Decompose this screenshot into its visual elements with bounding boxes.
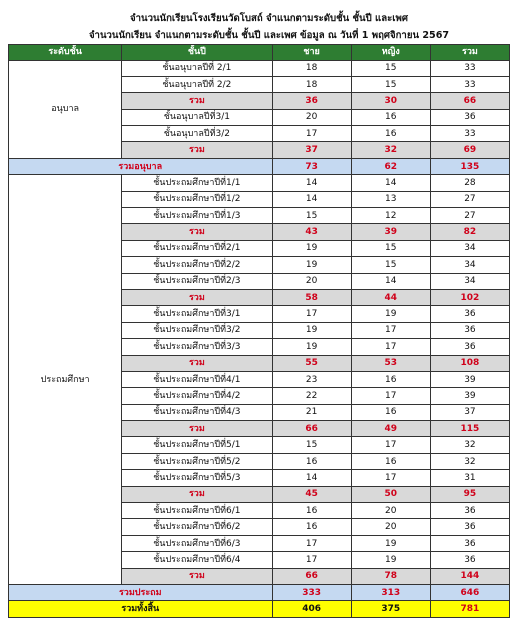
total-cell: 34 [430,257,509,273]
total-cell: 36 [430,552,509,568]
grade-cell: รวม [122,568,272,584]
grade-cell: ชั้นประถมศึกษาปีที่3/3 [122,339,272,355]
level-label-primary: ประถมศึกษา [9,175,122,585]
male-cell: 14 [272,191,351,207]
male-cell: 17 [272,306,351,322]
student-count-table [8,44,510,618]
female-cell: 16 [351,126,430,142]
section-total-female: 313 [351,585,430,601]
total-cell: 144 [430,568,509,584]
female-cell: 16 [351,109,430,125]
total-cell: 36 [430,519,509,535]
male-cell: 66 [272,421,351,437]
female-cell: 15 [351,240,430,256]
total-cell: 31 [430,470,509,486]
female-cell: 20 [351,519,430,535]
male-cell: 19 [272,339,351,355]
male-cell: 19 [272,240,351,256]
grade-cell: ชั้นประถมศึกษาปีที่1/3 [122,208,272,224]
total-cell: 34 [430,273,509,289]
total-cell: 66 [430,93,509,109]
total-cell: 32 [430,453,509,469]
male-cell: 37 [272,142,351,158]
male-cell: 15 [272,208,351,224]
grade-cell: ชั้นอนุบาลปีที่ 2/1 [122,60,272,76]
female-cell: 16 [351,453,430,469]
grade-cell: รวม [122,355,272,371]
total-cell: 69 [430,142,509,158]
male-cell: 18 [272,60,351,76]
male-cell: 14 [272,470,351,486]
male-cell: 16 [272,503,351,519]
male-cell: 66 [272,568,351,584]
total-cell: 33 [430,60,509,76]
grade-cell: ชั้นประถมศึกษาปีที่4/2 [122,388,272,404]
grade-cell: ชั้นประถมศึกษาปีที่6/4 [122,552,272,568]
female-cell: 17 [351,470,430,486]
total-cell: 28 [430,175,509,191]
male-cell: 36 [272,93,351,109]
male-cell: 19 [272,322,351,338]
level-label-kindergarten: อนุบาล [9,60,122,158]
grade-cell: ชั้นประถมศึกษาปีที่1/1 [122,175,272,191]
total-cell: 36 [430,503,509,519]
grade-cell: รวม [122,289,272,305]
male-cell: 20 [272,273,351,289]
female-cell: 32 [351,142,430,158]
grade-cell: ชั้นประถมศึกษาปีที่5/3 [122,470,272,486]
male-cell: 43 [272,224,351,240]
grade-cell: รวม [122,142,272,158]
female-cell: 13 [351,191,430,207]
header-male: ชาย [272,45,351,61]
title-line-1: จำนวนนักเรียนโรงเรียนวัดโบสถ์ จำแนกตามระดับชั้น ชั้นปี และเพศ [130,13,408,24]
total-cell: 82 [430,224,509,240]
header-total: รวม [430,45,509,61]
male-cell: 16 [272,453,351,469]
male-cell: 19 [272,257,351,273]
header-female: หญิง [351,45,430,61]
grade-cell: ชั้นประถมศึกษาปีที่5/1 [122,437,272,453]
grade-cell: ชั้นประถมศึกษาปีที่6/3 [122,535,272,551]
table-row [9,175,510,191]
male-cell: 23 [272,371,351,387]
male-cell: 17 [272,552,351,568]
grand-total-female: 375 [351,601,430,617]
grade-cell: รวม [122,93,272,109]
header-level: ระดับชั้น [9,45,122,61]
female-cell: 39 [351,224,430,240]
grand-total-male: 406 [272,601,351,617]
male-cell: 55 [272,355,351,371]
total-cell: 36 [430,322,509,338]
section-total-male: 73 [272,158,351,174]
male-cell: 45 [272,486,351,502]
male-cell: 20 [272,109,351,125]
total-cell: 95 [430,486,509,502]
total-cell: 108 [430,355,509,371]
table-row [9,60,510,76]
male-cell: 17 [272,535,351,551]
male-cell: 15 [272,437,351,453]
male-cell: 21 [272,404,351,420]
total-cell: 33 [430,126,509,142]
female-cell: 15 [351,257,430,273]
female-cell: 15 [351,60,430,76]
grade-cell: ชั้นประถมศึกษาปีที่4/1 [122,371,272,387]
grade-cell: รวม [122,224,272,240]
grade-cell: ชั้นประถมศึกษาปีที่3/2 [122,322,272,338]
total-cell: 27 [430,191,509,207]
grade-cell: ชั้นอนุบาลปีที่3/1 [122,109,272,125]
female-cell: 15 [351,76,430,92]
section-total-female: 62 [351,158,430,174]
female-cell: 17 [351,388,430,404]
male-cell: 18 [272,76,351,92]
male-cell: 22 [272,388,351,404]
female-cell: 14 [351,273,430,289]
total-cell: 115 [430,421,509,437]
total-cell: 32 [430,437,509,453]
female-cell: 16 [351,371,430,387]
total-cell: 36 [430,109,509,125]
grade-cell: ชั้นประถมศึกษาปีที่6/2 [122,519,272,535]
table-body [9,60,510,617]
grade-cell: ชั้นประถมศึกษาปีที่2/3 [122,273,272,289]
grade-cell: ชั้นประถมศึกษาปีที่3/1 [122,306,272,322]
grand-total-row [9,601,510,617]
female-cell: 44 [351,289,430,305]
female-cell: 20 [351,503,430,519]
title-block [0,10,518,44]
grade-cell: ชั้นประถมศึกษาปีที่2/2 [122,257,272,273]
total-cell: 36 [430,535,509,551]
grade-cell: รวม [122,421,272,437]
female-cell: 49 [351,421,430,437]
female-cell: 19 [351,535,430,551]
section-total-label: รวมประถม [9,585,273,601]
female-cell: 12 [351,208,430,224]
female-cell: 78 [351,568,430,584]
grade-cell: ชั้นประถมศึกษาปีที่1/2 [122,191,272,207]
header-grade: ชั้นปี [122,45,272,61]
grade-cell: ชั้นอนุบาลปีที่3/2 [122,126,272,142]
male-cell: 58 [272,289,351,305]
female-cell: 19 [351,306,430,322]
grand-total-total: 781 [430,601,509,617]
male-cell: 16 [272,519,351,535]
total-cell: 34 [430,240,509,256]
section-total-total: 646 [430,585,509,601]
grade-cell: ชั้นประถมศึกษาปีที่6/1 [122,503,272,519]
total-cell: 36 [430,306,509,322]
grade-cell: ชั้นประถมศึกษาปีที่2/1 [122,240,272,256]
title-line-2: จำนวนนักเรียน จำแนกตามระดับชั้น ชั้นปี และเพศ ข้อมูล ณ วันที่ 1 พฤศจิกายน 2567 [88,30,450,41]
female-cell: 17 [351,339,430,355]
section-total-male: 333 [272,585,351,601]
total-cell: 37 [430,404,509,420]
total-cell: 102 [430,289,509,305]
total-cell: 27 [430,208,509,224]
total-cell: 39 [430,388,509,404]
header-row [9,45,510,61]
female-cell: 53 [351,355,430,371]
female-cell: 14 [351,175,430,191]
section-total-total: 135 [430,158,509,174]
female-cell: 50 [351,486,430,502]
grade-cell: ชั้นอนุบาลปีที่ 2/2 [122,76,272,92]
grade-cell: ชั้นประถมศึกษาปีที่4/3 [122,404,272,420]
grand-total-label: รวมทั้งสิ้น [9,601,273,617]
male-cell: 14 [272,175,351,191]
section-total-label: รวมอนุบาล [9,158,273,174]
female-cell: 16 [351,404,430,420]
total-cell: 39 [430,371,509,387]
section-total-row-kindergarten [9,158,510,174]
female-cell: 17 [351,322,430,338]
total-cell: 33 [430,76,509,92]
female-cell: 17 [351,437,430,453]
male-cell: 17 [272,126,351,142]
total-cell: 36 [430,339,509,355]
grade-cell: ชั้นประถมศึกษาปีที่5/2 [122,453,272,469]
section-total-row-primary [9,585,510,601]
female-cell: 30 [351,93,430,109]
female-cell: 19 [351,552,430,568]
grade-cell: รวม [122,486,272,502]
